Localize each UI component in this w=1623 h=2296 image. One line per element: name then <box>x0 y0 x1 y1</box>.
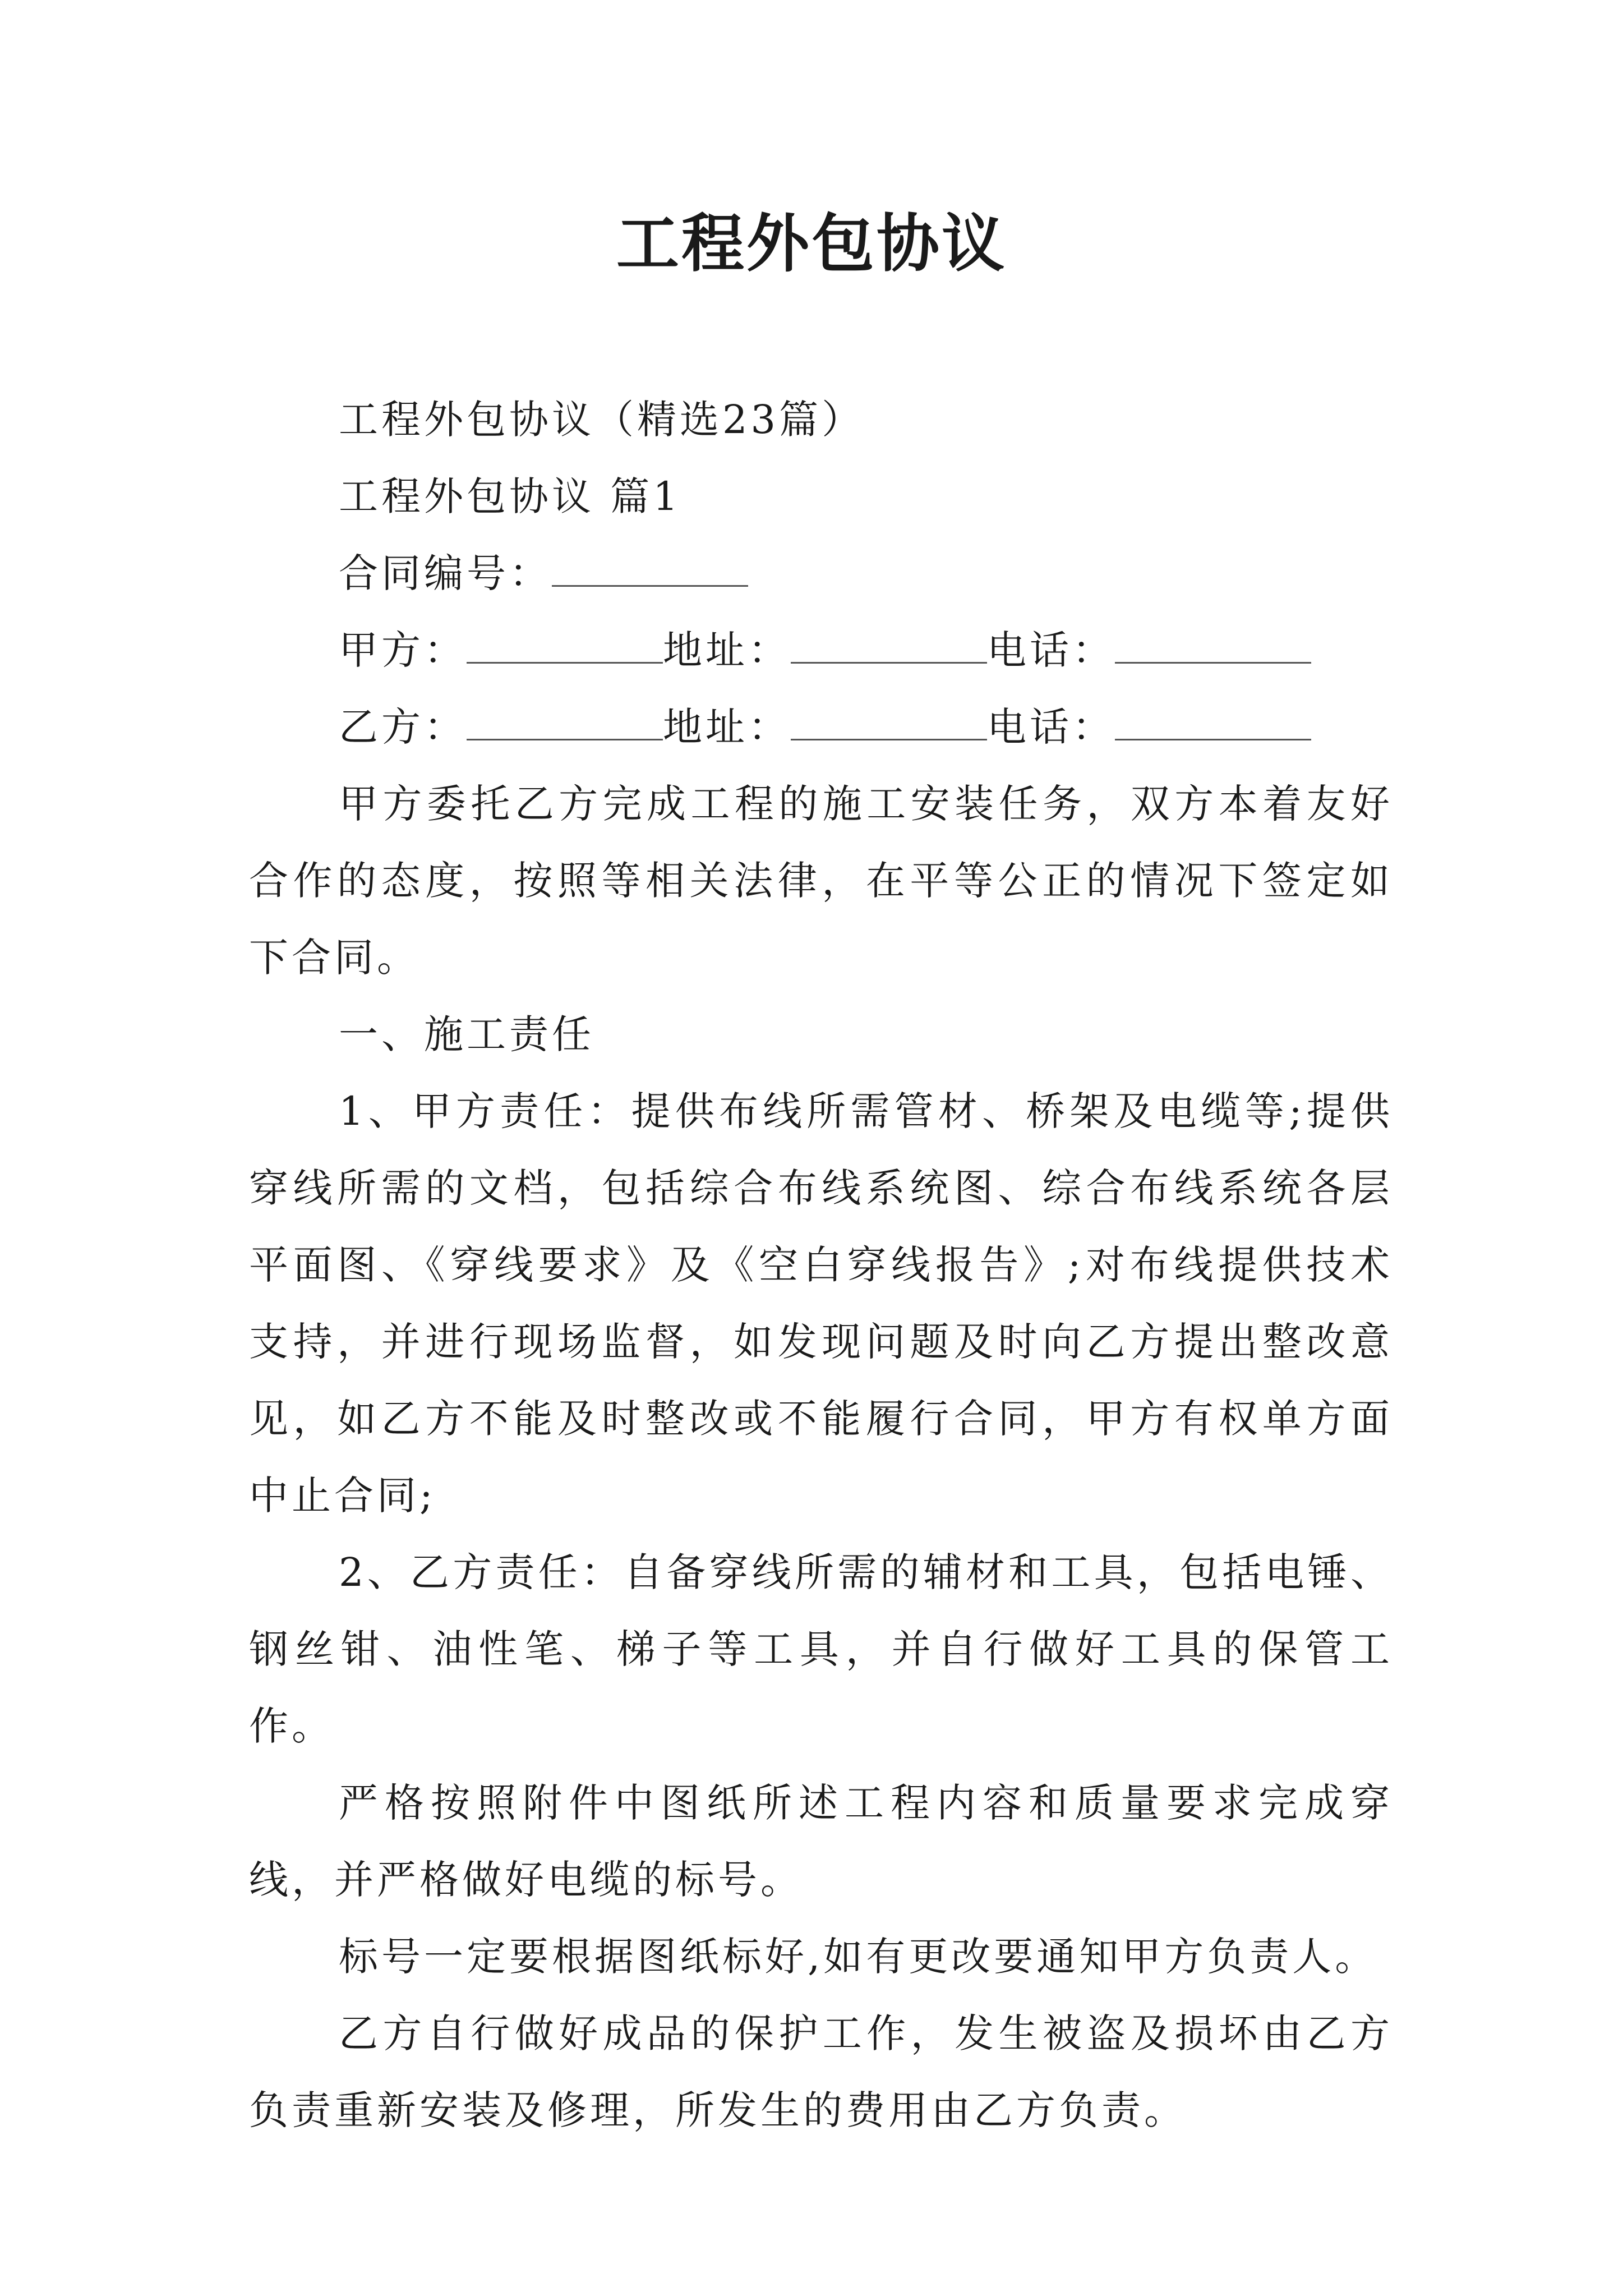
party-a-phone-label: 电话： <box>987 627 1115 673</box>
contract-number-line <box>249 535 1393 612</box>
paragraph: 2、乙方责任：自备穿线所需的辅材和工具，包括电锤、钢丝钳、油性笔、梯子等工具，并自行做好工具的保管工作。 <box>249 1549 1393 1749</box>
document-body <box>249 381 1393 2149</box>
party-b-name-blank <box>467 705 663 740</box>
paragraph: 严格按照附件中图纸所述工程内容和质量要求完成穿线，并严格做好电缆的标号。 <box>249 1780 1393 1903</box>
document-title: 工程外包协议 <box>616 207 1007 280</box>
paragraph: 乙方自行做好成品的保护工作，发生被盗及损坏由乙方负责重新安装及修理，所发生的费用由乙方负责。 <box>249 2010 1393 2133</box>
party-b-line <box>249 689 1393 766</box>
paragraph: 甲方委托乙方完成工程的施工安装任务，双方本着友好合作的态度，按照等相关法律，在平等公正的情况下签定如下合同。 <box>249 781 1393 981</box>
party-b-address-blank <box>791 705 987 740</box>
party-a-name-blank <box>467 628 663 664</box>
subtitle: 工程外包协议（精选23篇） <box>339 397 865 443</box>
party-a-phone-blank <box>1115 628 1311 664</box>
contract-number-label: 合同编号： <box>339 550 552 596</box>
section-heading: 工程外包协议 篇1 <box>339 473 681 519</box>
party-a-address-blank <box>791 628 987 664</box>
clause-heading: 一、施工责任 <box>339 1011 594 1057</box>
contract-number-blank <box>552 551 748 587</box>
party-a-line <box>249 612 1393 689</box>
party-a-address-label: 地址： <box>663 627 791 673</box>
party-a-label: 甲方： <box>339 627 467 673</box>
party-b-address-label: 地址： <box>663 704 791 750</box>
party-b-phone-label: 电话： <box>987 704 1115 750</box>
party-b-phone-blank <box>1115 705 1311 740</box>
party-b-label: 乙方： <box>339 704 467 750</box>
paragraph: 标号一定要根据图纸标好,如有更改要通知甲方负责人。 <box>339 1934 1378 1980</box>
paragraph: 1、甲方责任：提供布线所需管材、桥架及电缆等;提供穿线所需的文档，包括综合布线系统图、综合布线系统各层平面图、《穿线要求》及《空白穿线报告》;对布线提供技术支持，并进行现场监督，如发现问题及时向乙方提出整改意见，如乙方不能及时整改或不能履行合同，甲方有权单方面中止合同; <box>249 1088 1393 1519</box>
